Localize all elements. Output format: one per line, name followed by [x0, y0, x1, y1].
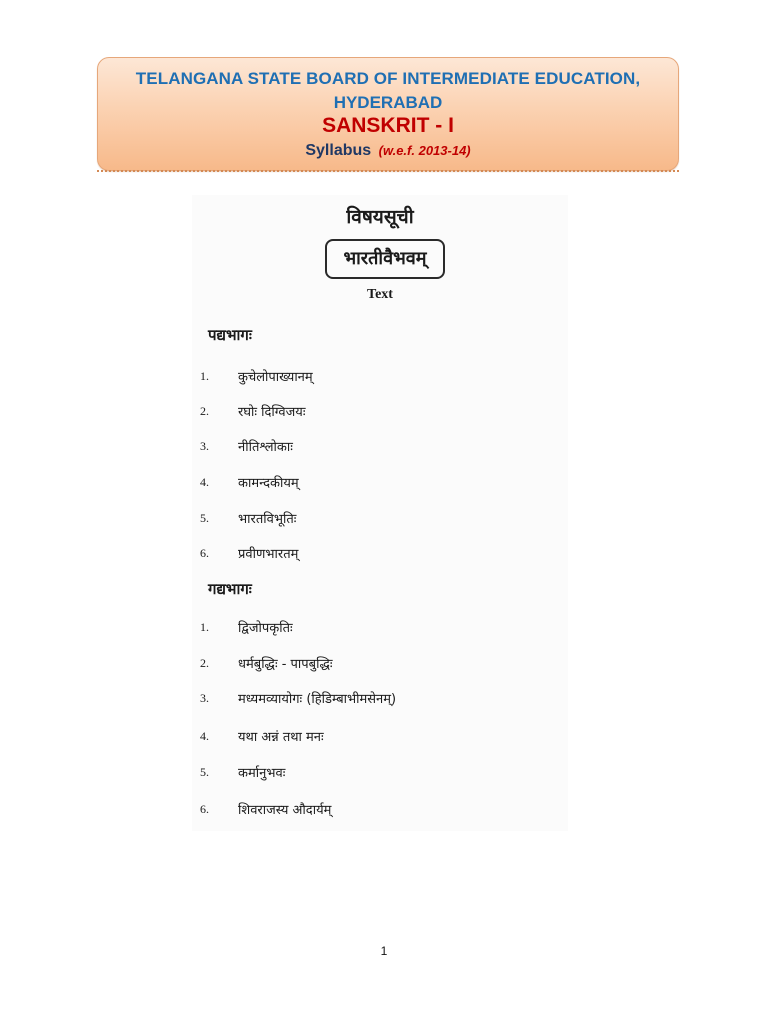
item-number: 1.	[200, 369, 209, 383]
text-label: Text	[367, 287, 393, 302]
item-number: 6.	[200, 546, 209, 560]
item-title: प्रवीणभारतम्	[238, 547, 299, 562]
board-city: HYDERABAD	[333, 93, 443, 112]
item-number: 2.	[200, 656, 209, 670]
scanned-contents-page	[192, 195, 568, 831]
item-title: कर्मानुभवः	[238, 766, 286, 781]
list-item	[200, 618, 540, 640]
item-title: मध्यमव्यायोगः (हिडिम्बाभीमसेनम्)	[238, 692, 397, 707]
item-title: नीतिश्लोकाः	[238, 440, 293, 455]
item-number: 4.	[200, 475, 209, 489]
item-title: शिवराजस्य औदार्यम्	[238, 803, 332, 818]
item-number: 3.	[200, 691, 209, 705]
document-header	[97, 57, 679, 171]
section-heading-poetry: पद्यभागः	[208, 326, 252, 344]
item-title: रघोः दिग्विजयः	[238, 405, 306, 420]
list-item	[200, 437, 540, 459]
contents-title: विषयसूची	[346, 206, 414, 228]
list-item	[200, 763, 540, 785]
item-number: 2.	[200, 404, 209, 418]
item-title: यथा अन्नं तथा मनः	[238, 730, 324, 745]
list-item	[200, 473, 540, 495]
syllabus-label: Syllabus	[305, 142, 372, 159]
subject-title: SANSKRIT - I	[322, 114, 454, 137]
section-heading-prose: गद्यभागः	[208, 580, 252, 598]
item-title: कुचेलोपाख्यानम्	[238, 370, 313, 385]
item-number: 3.	[200, 439, 209, 453]
list-item	[200, 689, 540, 711]
list-item	[200, 367, 540, 389]
header-divider	[97, 170, 679, 172]
item-number: 4.	[200, 729, 209, 743]
list-item	[200, 654, 540, 676]
list-item	[200, 544, 540, 566]
page-number: 1	[380, 944, 388, 958]
syllabus-line	[98, 142, 678, 160]
item-number: 5.	[200, 511, 209, 525]
list-item	[200, 509, 540, 531]
list-item	[200, 727, 540, 749]
syllabus-effective-note: (w.e.f. 2013-14)	[378, 143, 471, 158]
item-number: 5.	[200, 765, 209, 779]
item-number: 1.	[200, 620, 209, 634]
item-title: धर्मबुद्धिः - पापबुद्धिः	[238, 657, 333, 672]
list-item	[200, 402, 540, 424]
item-title: कामन्दकीयम्	[238, 476, 299, 491]
board-name: TELANGANA STATE BOARD OF INTERMEDIATE EDUCATION,	[135, 69, 641, 88]
list-item	[200, 800, 540, 822]
book-title: भारतीवैभवम्	[325, 239, 445, 279]
item-title: द्विजोपकृतिः	[238, 621, 293, 636]
item-number: 6.	[200, 802, 209, 816]
item-title: भारतविभूतिः	[238, 512, 297, 527]
